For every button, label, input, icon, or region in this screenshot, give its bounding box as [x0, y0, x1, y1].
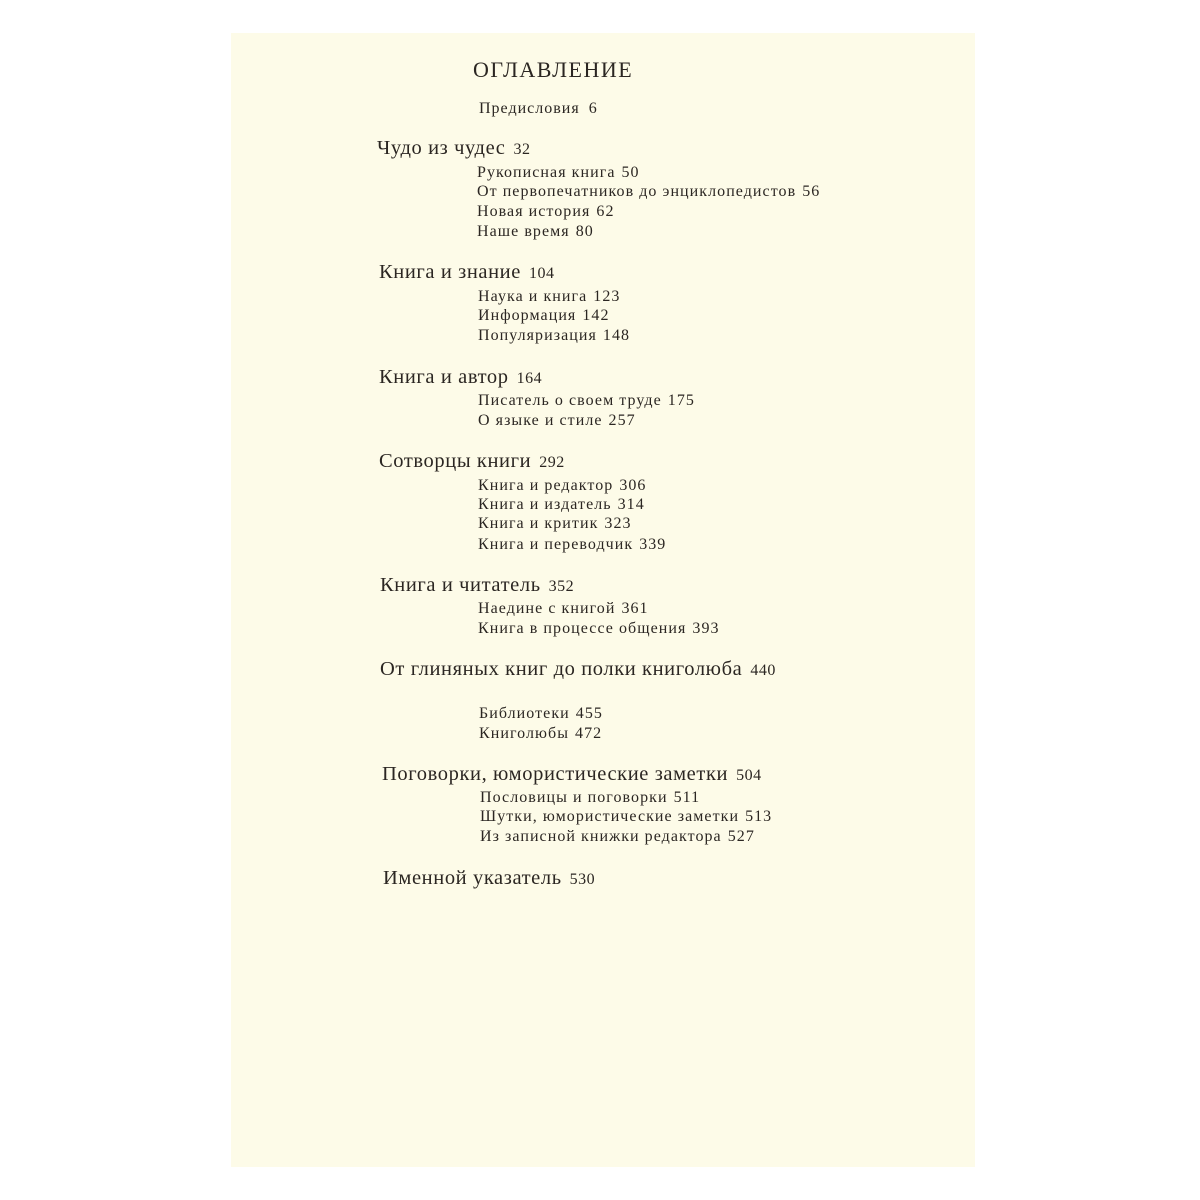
toc-chapter [382, 764, 762, 785]
toc-subentry [477, 165, 640, 181]
toc-subentry-label: Наука и книга [478, 288, 588, 305]
toc-chapter [380, 659, 776, 680]
toc-subentry [477, 204, 615, 220]
toc-subentry-label: Книга и переводчик [478, 536, 634, 553]
toc-chapter-page: 292 [539, 454, 565, 471]
toc-subentry-label: Популяризация [478, 327, 597, 344]
toc-subentry-label: Писатель о своем труде [478, 392, 662, 409]
toc-subentry-page: 455 [575, 705, 603, 722]
toc-subentry [478, 537, 666, 553]
toc-chapter [383, 868, 595, 889]
toc-chapter-label: Поговорки, юмористические заметки [382, 763, 729, 785]
toc-subentry [478, 497, 645, 513]
toc-subentry-page: 50 [621, 164, 640, 181]
toc-subentry-label: Информация [478, 307, 577, 324]
toc-subentry [480, 809, 772, 825]
toc-subentry-page: 148 [602, 327, 631, 344]
toc-subentry-page: 306 [619, 477, 647, 494]
toc-preface-page: 6 [588, 100, 598, 117]
toc-subentry [478, 601, 649, 617]
toc-preface-label: Предисловия [479, 100, 580, 117]
toc-subentry-page: 393 [692, 620, 720, 637]
toc-chapter-page: 32 [513, 141, 531, 158]
toc-subentry-page: 527 [727, 828, 755, 845]
toc-subentry-label: Наедине с книгой [478, 600, 616, 617]
toc-subentry [480, 829, 755, 845]
toc-subentry [477, 184, 820, 200]
toc-chapter-page: 530 [569, 871, 596, 888]
toc-subentry [478, 289, 620, 305]
toc-subentry-page: 56 [802, 183, 821, 200]
toc-subentry-page: 513 [745, 808, 773, 825]
toc-subentry-page: 123 [593, 288, 621, 305]
toc-subentry-label: Книга и редактор [478, 477, 614, 494]
toc-subentry [478, 478, 646, 494]
toc-chapter-label: Книга и автор [379, 366, 509, 388]
toc-chapter-page: 504 [736, 767, 762, 784]
toc-subentry-label: Книголюбы [479, 725, 570, 742]
toc-chapter-label: Книга и знание [379, 261, 521, 283]
toc-subentry-page: 142 [582, 307, 610, 324]
toc-subentry-page: 511 [673, 789, 701, 806]
toc-subentry-label: Книга и критик [478, 515, 599, 532]
toc-chapter-label: Книга и читатель [380, 574, 541, 596]
toc-subentry [478, 516, 632, 532]
toc-subentry [477, 224, 594, 240]
toc-subentry-label: Рукописная книга [477, 164, 616, 181]
toc-subentry [479, 706, 603, 722]
toc-subentry-label: От первопечатников до энциклопедистов [477, 183, 797, 200]
toc-subentry-page: 80 [575, 223, 594, 240]
toc-title: ОГЛАВЛЕНИЕ [473, 57, 634, 82]
toc-chapter [380, 575, 574, 596]
toc-chapter-label: Именной указатель [383, 867, 562, 889]
toc-subentry-label: Книга в процессе общения [478, 620, 687, 637]
toc-chapter [379, 367, 542, 388]
toc-subentry [479, 726, 602, 742]
toc-subentry-label: Шутки, юмористические заметки [480, 808, 740, 825]
toc-chapter-page: 440 [750, 662, 776, 679]
toc-subentry-page: 257 [608, 412, 636, 429]
toc-subentry-label: О языке и стиле [478, 412, 603, 429]
toc-subentry-label: Из записной книжки редактора [480, 828, 722, 845]
toc-preface [479, 101, 598, 117]
toc-chapter [377, 138, 531, 159]
toc-chapter [379, 451, 565, 472]
toc-chapter-label: От глиняных книг до полки книголюба [380, 658, 743, 680]
toc-subentry-label: Библиотеки [479, 705, 570, 722]
toc-chapter-page: 104 [528, 265, 555, 282]
toc-subentry-label: Книга и издатель [478, 496, 612, 513]
toc-subentry-page: 339 [639, 536, 667, 553]
toc-subentry-page: 361 [621, 600, 649, 617]
toc-subentry-page: 472 [575, 725, 603, 742]
toc-subentry-page: 62 [596, 203, 615, 220]
toc-chapter-label: Сотворцы книги [379, 450, 532, 472]
toc-subentry [480, 790, 700, 806]
toc-subentry-label: Новая история [477, 203, 591, 220]
toc-chapter [379, 262, 554, 283]
toc-subentry [478, 413, 636, 429]
toc-subentry-page: 323 [604, 515, 632, 532]
toc-chapter-page: 352 [548, 578, 575, 595]
toc-subentry [478, 393, 695, 409]
toc-subentry [478, 328, 630, 344]
toc-chapter-label: Чудо из чудес [377, 137, 506, 159]
toc-subentry-label: Наше время [477, 223, 570, 240]
toc-subentry-page: 175 [667, 392, 695, 409]
toc-subentry [478, 308, 610, 324]
toc-subentry-page: 314 [617, 496, 645, 513]
toc-chapter-page: 164 [516, 370, 543, 387]
toc-subentry [478, 621, 720, 637]
toc-subentry-label: Пословицы и поговорки [480, 789, 668, 806]
